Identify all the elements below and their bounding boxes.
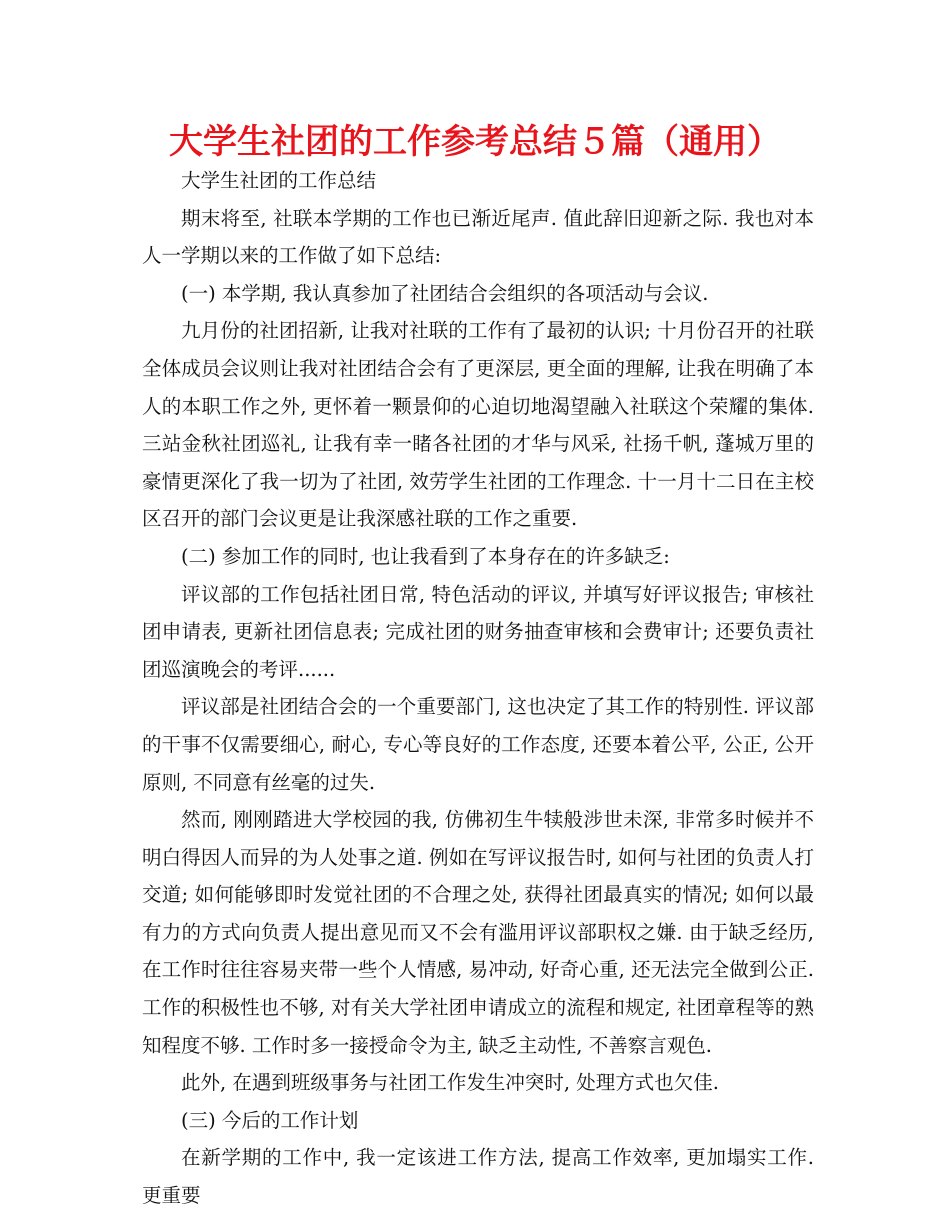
- paragraph-section-1-body: 九月份的社团招新, 让我对社联的工作有了最初的认识; 十月份召开的社联全体成员会议则让我对社团结合会有了更深层, 更全面的理解, 让我在明确了本人的本职工作之外, 更怀着一颗景仰的心迫切地渴望融入社联这个荣耀的集体. 三站金秋社团巡礼, 让我有幸一睹各社团的才华与风采, 社扬千帆, 蓬城万里的豪情更深化了我一切为了社团, 效劳学生社团的工作理念. 十一月十二日在主校区召开的部门会议更是让我深感社联的工作之重要.: [142, 319, 814, 531]
- paragraph-section-2-heading: (二) 参加工作的同时, 也让我看到了本身存在的许多缺乏:: [181, 544, 670, 568]
- paragraph-conflicts: 此外, 在遇到班级事务与社团工作发生冲突时, 处理方式也欠佳.: [181, 1071, 719, 1095]
- paragraph-intro: 期末将至, 社联本学期的工作也已渐近尾声. 值此辞旧迎新之际. 我也对本人一学期以来的工作做了如下总结:: [142, 206, 814, 268]
- paragraph-duties: 评议部的工作包括社团日常, 特色活动的评议, 并填写好评议报告; 审核社团申请表, 更新社团信息表; 完成社团的财务抽查审核和会费审计; 还要负责社团巡演晚会的考评......: [142, 582, 814, 681]
- paragraph-section-3-heading: (三) 今后的工作计划: [181, 1108, 359, 1132]
- paragraph-department: 评议部是社团结合会的一个重要部门, 这也决定了其工作的特别性. 评议部的干事不仅需要细心, 耐心, 专心等良好的工作态度, 还要本着公平, 公正, 公开原则, 不同意有丝毫的过失.: [142, 695, 814, 794]
- document-body: [142, 162, 814, 1215]
- document-title: 大学生社团的工作参考总结５篇（通用）: [169, 122, 781, 162]
- paragraph-shortcomings: 然而, 刚刚踏进大学校园的我, 仿佛初生牛犊般涉世未深, 非常多时候并不明白得因人而异的为人处事之道. 例如在写评议报告时, 如何与社团的负责人打交道; 如何能够即时发觉社团的不合理之处, 获得社团最真实的情况; 如何以最有力的方式向负责人提出意见而又不会有滥用评议部职权之嫌. 由于缺乏经历, 在工作时往往容易夹带一些个人情感, 易冲动, 好奇心重, 还无法完全做到公正. 工作的积极性也不够, 对有关大学社团申请成立的流程和规定, 社团章程等的熟知程度不够. 工作时多一接授命令为主, 缺乏主动性, 不善察言观色.: [142, 808, 814, 1057]
- paragraph-subtitle: 大学生社团的工作总结: [181, 169, 377, 192]
- paragraph-section-1-heading: (一) 本学期, 我认真参加了社团结合会组织的各项活动与会议.: [181, 281, 709, 305]
- paragraph-plan: 在新学期的工作中, 我一定该进工作方法, 提高工作效率, 更加塌实工作. 更重要: [142, 1146, 814, 1208]
